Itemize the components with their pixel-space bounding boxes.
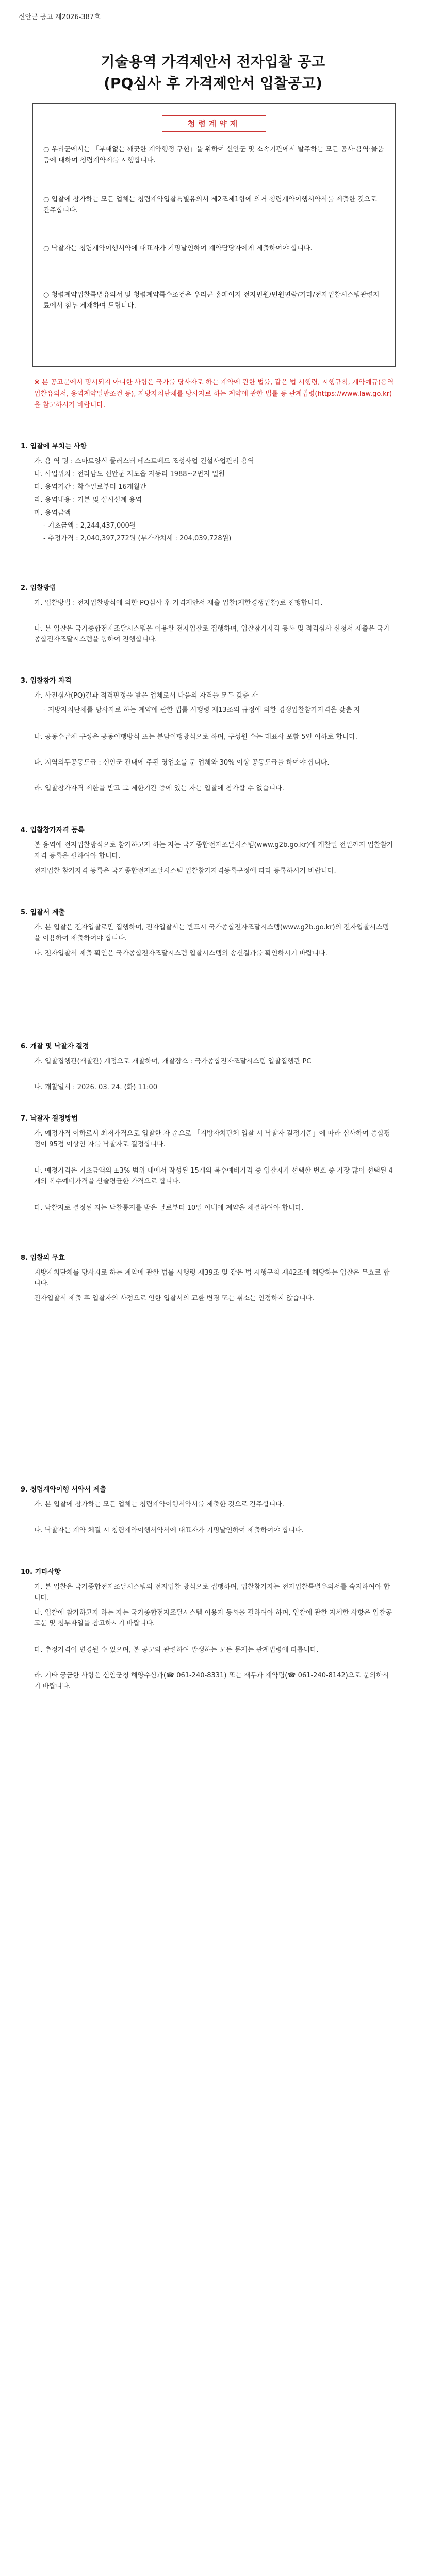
section-line: 라. 입찰참가자격 제한을 받고 그 제한기간 중에 있는 자는 입찰에 참가할 수 없습니다. xyxy=(34,785,284,792)
section-line: 가. 입찰집행관(개찰관) 계정으로 개찰하며, 개찰장소 : 국가종합전자조달시스템 입찰집행관 PC xyxy=(34,1058,312,1065)
section-heading: 4. 입찰참가자격 등록 xyxy=(21,826,85,834)
note-item: ○ 우리군에서는 「부패없는 깨끗한 계약행정 구현」을 위하여 신안군 및 소속기관에서 발주하는 모든 공사·용역·물품 등에 대하여 청렴계약제를 시행합니다. xyxy=(43,146,384,164)
notice-number: 신안군 공고 제2026-387호 xyxy=(19,13,101,21)
note-item: ○ 낙찰자는 청렴계약이행서약에 대표자가 기명날인하여 계약담당자에게 제출하여야 합니다. xyxy=(43,245,313,252)
note-item: ○ 청렴계약입찰특별유의서 및 청렴계약특수조건은 우리군 홈페이지 전자민원/민원편람/기타/전자입찰시스템관련자료에서 첨부 게재하여 드립니다. xyxy=(43,291,380,310)
section-line: 나. 전자입찰서 제출 확인은 국가종합전자조달시스템 입찰시스템의 송신결과를 확인하시기 바랍니다. xyxy=(34,950,327,957)
section-line: 전자입찰 참가자격 등록은 국가종합전자조달시스템 입찰참가자격등록규정에 따라 등록하시기 바랍니다. xyxy=(34,867,336,875)
section-line: 본 용역에 전자입찰방식으로 참가하고자 하는 자는 국가종합전자조달시스템(www.g2b.go.kr)에 개찰일 전일까지 입찰참가자격 등록을 필하여야 합니다. xyxy=(34,841,394,860)
section-line: 가. 사전심사(PQ)결과 적격판정을 받은 업체로서 다음의 자격을 모두 갖춘 자 xyxy=(34,692,258,700)
section-heading: 9. 청렴계약이행 서약서 제출 xyxy=(21,1486,106,1494)
section-line: 나. 입찰에 참가하고자 하는 자는 국가종합전자조달시스템 이용자 등록을 필하여야 하며, 입찰에 관한 자세한 사항은 입찰공고문 및 첨부파일을 참고하시기 바랍니다. xyxy=(34,1609,392,1628)
integrity-badge: 청렴계약제 xyxy=(162,115,266,132)
section-heading: 2. 입찰방법 xyxy=(21,584,56,592)
page-subtitle: (PQ심사 후 가격제안서 입찰공고) xyxy=(104,75,322,92)
section-line: 나. 예정가격은 기초금액의 ±3% 범위 내에서 작성된 15개의 복수예비가격 중 입찰자가 선택한 번호 중 가장 많이 선택된 4개의 복수예비가격을 산술평균한 가격으로 합니다. xyxy=(34,1167,393,1185)
section-line: 다. 지역의무공동도급 : 신안군 관내에 주된 영업소를 둔 업체와 30% 이상 공동도급을 하여야 합니다. xyxy=(34,759,330,767)
section-line: 다. 추정가격이 변경될 수 있으며, 본 공고와 관련하여 발생하는 모든 문제는 관계법령에 따릅니다. xyxy=(34,1646,319,1654)
section-line: 가. 본 입찰은 국가종합전자조달시스템의 전자입찰 방식으로 집행하며, 입찰참가자는 전자입찰특별유의서를 숙지하여야 합니다. xyxy=(34,1583,390,1602)
section-line: 가. 입찰방법 : 전자입찰방식에 의한 PQ심사 후 가격제안서 제출 입찰(제한경쟁입찰)로 진행합니다. xyxy=(34,599,323,607)
section-line: 다. 용역기간 : 착수일로부터 16개월간 xyxy=(34,483,146,491)
section-line: - 지방자치단체를 당사자로 하는 계약에 관한 법률 시행령 제13조의 규정에 의한 경쟁입찰참가자격을 갖춘 자 xyxy=(43,706,361,714)
section-line: 나. 사업위치 : 전라남도 신안군 지도읍 자동리 1988~2번지 일원 xyxy=(34,470,225,478)
section-line: 가. 용 역 명 : 스마트양식 클러스터 테스트베드 조성사업 건설사업관리 용역 xyxy=(34,457,254,465)
section-line: 라. 용역내용 : 기본 및 실시설계 용역 xyxy=(34,496,142,504)
page-title: 기술용역 가격제안서 전자입찰 공고 xyxy=(101,53,325,70)
section-line: 나. 개찰일시 : 2026. 03. 24. (화) 11:00 xyxy=(34,1083,157,1091)
section-line: 나. 공동수급체 구성은 공동이행방식 또는 분담이행방식으로 하며, 구성원 수는 대표사 포함 5인 이하로 합니다. xyxy=(34,733,357,741)
section-line: 나. 본 입찰은 국가종합전자조달시스템을 이용한 전자입찰로 집행하며, 입찰참가자격 등록 및 적격심사 신청서 제출은 국가종합전자조달시스템을 통하여 진행합니다. xyxy=(34,625,390,643)
section-heading: 7. 낙찰자 결정방법 xyxy=(21,1115,78,1123)
section-line: 지방자치단체를 당사자로 하는 계약에 관한 법률 시행령 제39조 및 같은 법 시행규칙 제42조에 해당하는 입찰은 무효로 합니다. xyxy=(34,1269,390,1287)
section-line: 가. 본 입찰은 전자입찰로만 집행하며, 전자입찰서는 반드시 국가종합전자조달시스템(www.g2b.go.kr)의 전자입찰시스템을 이용하여 제출하여야 합니다. xyxy=(34,924,389,942)
section-heading: 1. 입찰에 부치는 사항 xyxy=(21,443,87,450)
section-heading: 3. 입찰참가 자격 xyxy=(21,677,72,685)
section-line: 전자입찰서 제출 후 입찰자의 사정으로 인한 입찰서의 교환 변경 또는 취소는 인정하지 않습니다. xyxy=(34,1295,315,1302)
section-heading: 8. 입찰의 무효 xyxy=(21,1254,65,1262)
section-heading: 6. 개찰 및 낙찰자 결정 xyxy=(21,1043,89,1050)
section-line: - 기초금액 : 2,244,437,000원 xyxy=(43,522,136,530)
section-heading: 5. 입찰서 제출 xyxy=(21,909,65,917)
section-line: 마. 용역금액 xyxy=(34,509,71,517)
legal-warning: ※ 본 공고문에서 명시되지 아니한 사항은 국가를 당사자로 하는 계약에 관한 법률, 같은 법 시행령, 시행규칙, 계약예규(용역입찰유의서, 용역계약일반조건 등), 지방자치단체를 당사자로 하는 계약에 관한 법률 등 관계법령(https://www.law.go.kr)을 참고하시기 바랍니다. xyxy=(34,379,394,409)
section-line: 가. 예정가격 이하로서 최저가격으로 입찰한 자 순으로 「지방자치단체 입찰 시 낙찰자 결정기준」에 따라 심사하여 종합평점이 95점 이상인 자를 낙찰자로 결정합니다. xyxy=(34,1130,390,1148)
section-line: - 추정가격 : 2,040,397,272원 (부가가치세 : 204,039,728원) xyxy=(43,535,232,543)
section-line: 다. 낙찰자로 결정된 자는 낙찰통지를 받은 날로부터 10일 이내에 계약을 체결하여야 합니다. xyxy=(34,1204,304,1212)
section-line: 나. 낙찰자는 계약 체결 시 청렴계약이행서약서에 대표자가 기명날인하여 제출하여야 합니다. xyxy=(34,1527,304,1534)
section-heading: 10. 기타사항 xyxy=(21,1568,61,1576)
section-line: 라. 기타 궁금한 사항은 신안군청 해양수산과(☎ 061-240-8331) 또는 재무과 계약팀(☎ 061-240-8142)으로 문의하시기 바랍니다. xyxy=(34,1672,389,1690)
notes-box xyxy=(32,103,396,367)
note-item: ○ 입찰에 참가하는 모든 업체는 청렴계약입찰특별유의서 제2조제1항에 의거 청렴계약이행서약서를 제출한 것으로 간주합니다. xyxy=(43,196,377,214)
section-line: 가. 본 입찰에 참가하는 모든 업체는 청렴계약이행서약서를 제출한 것으로 간주합니다. xyxy=(34,1501,284,1509)
